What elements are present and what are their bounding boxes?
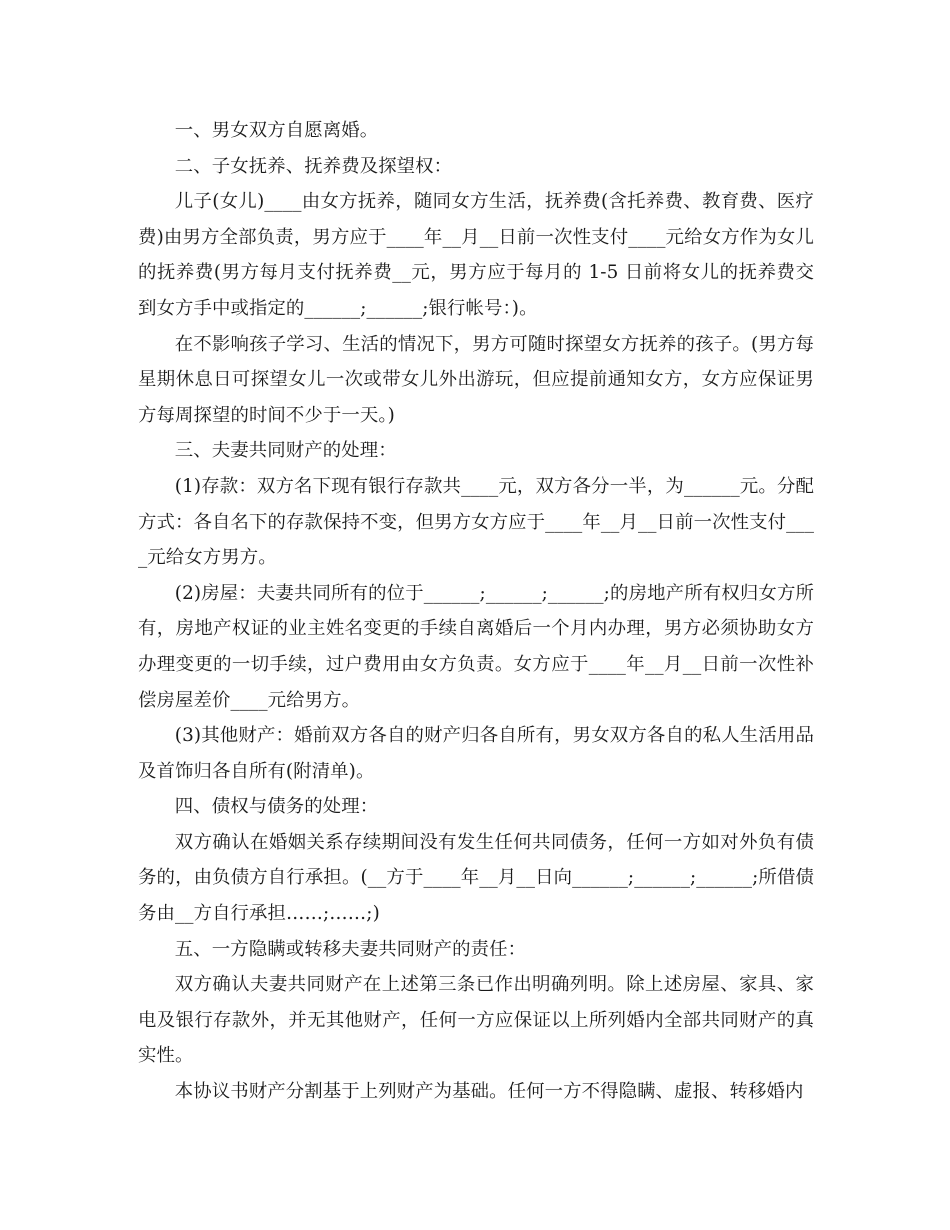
paragraph-child-support: 儿子(女儿)____由女方抚养，随同女方生活，抚养费(含托养费、教育费、医疗费)由男方全部负责，男方应于____年__月__日前一次性支付____元给女方作为女儿的抚养费(男方每月支付抚养费__元，男方应于每月的 1-5 日前将女儿的抚养费交到女方手中或指定的______;______;银行帐号：)。 [138, 191, 814, 319]
paragraph-visitation: 在不影响孩子学习、生活的情况下，男方可随时探望女方抚养的孩子。(男方每星期休息日可探望女儿一次或带女儿外出游玩，但应提前通知女方，女方应保证男方每周探望的时间不少于一天。) [138, 333, 814, 426]
section-heading-voluntary-divorce: 一、男女双方自愿离婚。 [174, 120, 379, 141]
paragraph-division-basis: 本协议书财产分割基于上列财产为基础。任何一方不得隐瞒、虚报、转移婚内 [174, 1081, 804, 1103]
paragraph-other-property: (3)其他财产：婚前双方各自的财产归各自所有，男女双方各自的私人生活用品及首饰归各自所有(附清单)。 [138, 725, 814, 782]
paragraph-debts: 双方确认在婚姻关系存续期间没有发生任何共同债务，任何一方如对外负有债务的，由负债方自行承担。(__方于____年__月__日向______;______;______;所借债务由__方自行承担……;……;) [138, 831, 814, 925]
paragraph-housing: (2)房屋：夫妻共同所有的位于______;______;______;的房地产所有权归女方所有，房地产权证的业主姓名变更的手续自离婚后一个月内办理，男方必须协助女方办理变更的一切手续，过户费用由女方负责。女方应于____年__月__日前一次性补偿房屋差价____元给男方。 [138, 582, 814, 711]
section-heading-debts: 四、债权与债务的处理： [174, 796, 379, 818]
paragraph-property-confirmation: 双方确认夫妻共同财产在上述第三条已作出明确列明。除上述房屋、家具、家电及银行存款外，并无其他财产，任何一方应保证以上所列婚内全部共同财产的真实性。 [138, 974, 814, 1067]
section-heading-concealment-liability: 五、一方隐瞒或转移夫妻共同财产的责任： [174, 938, 527, 960]
section-heading-joint-property: 三、夫妻共同财产的处理： [174, 440, 397, 462]
paragraph-deposits: (1)存款：双方名下现有银行存款共____元，双方各分一半，为______元。分配方式：各自名下的存款保持不变，但男方女方应于____年__月__日前一次性支付____元给女方男方。 [138, 475, 814, 569]
section-heading-child-custody: 二、子女抚养、抚养费及探望权： [174, 155, 453, 177]
document-body [138, 113, 814, 1110]
